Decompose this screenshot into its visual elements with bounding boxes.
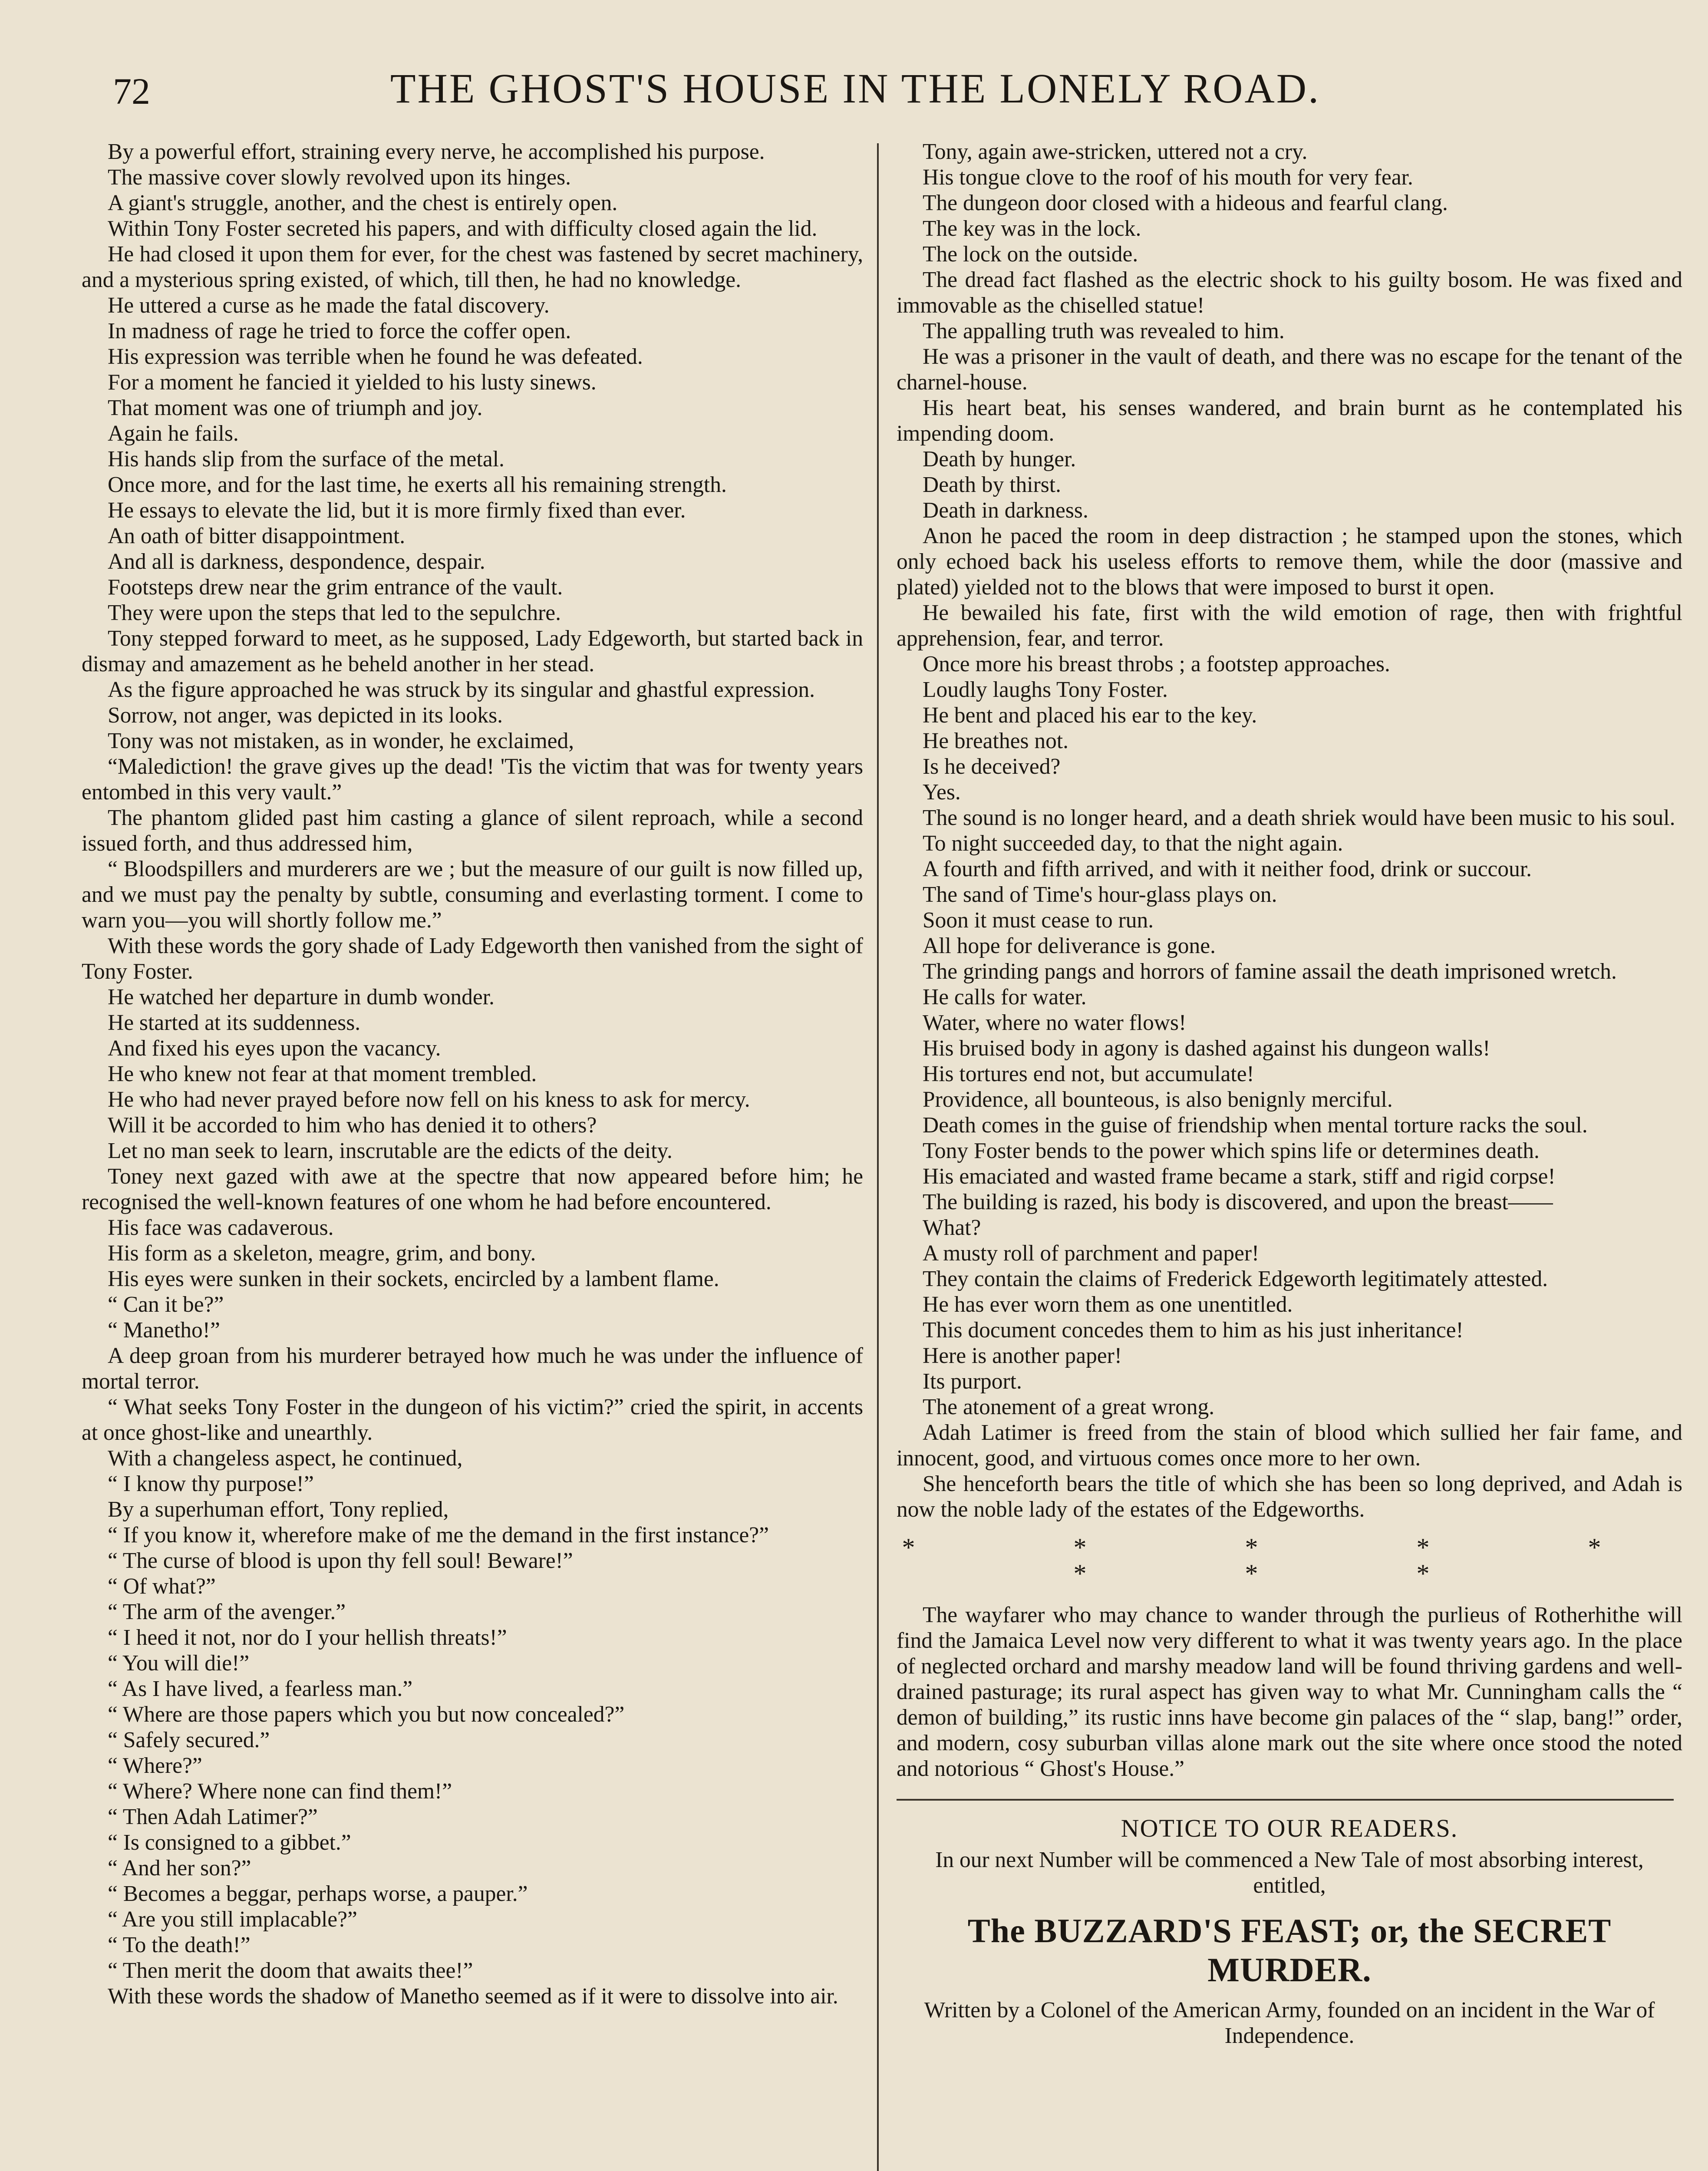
story-paragraph: “ Safely secured.” (108, 1728, 270, 1752)
epilogue-paragraph: The wayfarer who may chance to wander through the purlieus of Rotherhithe will find the Jamaica Level now very different to what it was twenty years ago. In the place of neglected orchard and marshy meadow land will be found thriving gardens and well-drained pasturage; its rural aspect has given way to what Mr. Cunningham calls the “ demon of building,” its rustic inns have become gin palaces of the “ slap, bang!” order, and modern, cosy suburban villas alone mark out the site where once stood the noted and notorious “ Ghost's House.” (897, 1603, 1682, 1781)
story-paragraph: “ To the death!” (108, 1933, 251, 1957)
story-paragraph: An oath of bitter disappointment. (108, 524, 406, 548)
story-paragraph: Death by hunger. (923, 447, 1076, 472)
story-paragraph: The grinding pangs and horrors of famine assail the death imprisoned wretch. (923, 959, 1617, 984)
story-paragraph: The dungeon door closed with a hideous and fearful clang. (923, 191, 1448, 215)
story-paragraph: The phantom glided past him casting a glance of silent reproach, while a second issued forth, and thus addressed him, (82, 805, 863, 856)
next-tale-title: The BUZZARD'S FEAST; or, the SECRET MURDER. (967, 1912, 1612, 1989)
story-paragraph: Here is another paper! (923, 1343, 1122, 1368)
story-paragraph: He watched her departure in dumb wonder. (108, 985, 495, 1010)
story-paragraph: “ I heed it not, nor do I your hellish threats!” (108, 1625, 507, 1650)
story-paragraph: And all is darkness, despondence, despair. (108, 549, 485, 574)
story-paragraph: Sorrow, not anger, was depicted in its looks. (108, 703, 503, 728)
next-tale-byline: Written by a Colonel of the American Army, founded on an incident in the War of Independence. (924, 1998, 1655, 2048)
story-paragraph: “ The arm of the avenger.” (108, 1600, 346, 1624)
story-paragraph: He uttered a curse as he made the fatal discovery. (108, 293, 550, 318)
story-paragraph: “ As I have lived, a fearless man.” (108, 1676, 413, 1701)
story-paragraph: “ Where?” (108, 1753, 202, 1778)
page-number: 72 (113, 70, 150, 112)
story-paragraph: His emaciated and wasted frame became a stark, stiff and rigid corpse! (923, 1164, 1556, 1189)
story-paragraph: Once more, and for the last time, he exerts all his remaining strength. (108, 472, 727, 497)
story-paragraph: By a superhuman effort, Tony replied, (108, 1497, 449, 1522)
story-paragraph: “ Then merit the doom that awaits thee!” (108, 1958, 473, 1983)
story-paragraph: They contain the claims of Frederick Edgeworth legitimately attested. (923, 1267, 1548, 1291)
story-paragraph: A giant's struggle, another, and the chest is entirely open. (108, 191, 618, 215)
story-paragraph: The sand of Time's hour-glass plays on. (923, 882, 1277, 907)
story-paragraph: Is he deceived? (923, 754, 1061, 779)
story-paragraph: Anon he paced the room in deep distraction ; he stamped upon the stones, which only echoed back his useless efforts to remove them, while the door (massive and plated) yielded not to the blows that were imposed to burst it open. (897, 524, 1682, 600)
story-paragraph: The atonement of a great wrong. (923, 1395, 1215, 1419)
story-paragraph: “ Becomes a beggar, perhaps worse, a pauper.” (108, 1881, 528, 1906)
story-paragraph: What? (923, 1215, 981, 1240)
story-paragraph: As the figure approached he was struck by its singular and ghastful expression. (108, 677, 815, 702)
story-paragraph: He bewailed his fate, first with the wild emotion of rage, then with frightful apprehension, fear, and terror. (897, 600, 1682, 651)
left-column (82, 139, 863, 2171)
story-paragraph: Death by thirst. (923, 472, 1061, 497)
story-paragraph: Its purport. (923, 1369, 1022, 1394)
story-paragraph: He calls for water. (923, 985, 1087, 1010)
story-paragraph: “ Is consigned to a gibbet.” (108, 1830, 351, 1855)
story-paragraph: Death comes in the guise of friendship when mental torture racks the soul. (923, 1113, 1588, 1138)
story-paragraph: Will it be accorded to him who has denied it to others? (108, 1113, 597, 1138)
story-paragraph: Tony, again awe-stricken, uttered not a cry. (923, 139, 1308, 164)
right-column-paragraphs (897, 139, 1682, 1522)
story-paragraph: For a moment he fancied it yielded to his lusty sinews. (108, 370, 597, 395)
story-paragraph: Toney next gazed with awe at the spectre that now appeared before him; he recognised the well-known features of one whom he had before encountered. (82, 1164, 863, 1214)
story-paragraph: Within Tony Foster secreted his papers, and with difficulty closed again the lid. (108, 216, 818, 241)
story-paragraph: His heart beat, his senses wandered, and brain burnt as he contemplated his impending doom. (897, 396, 1682, 446)
story-paragraph: He bent and placed his ear to the key. (923, 703, 1257, 728)
story-paragraph: “ Then Adah Latimer?” (108, 1805, 318, 1829)
story-paragraph: That moment was one of triumph and joy. (108, 396, 483, 420)
story-paragraph: Again he fails. (108, 421, 239, 446)
story-paragraph: She henceforth bears the title of which she has been so long deprived, and Adah is now the noble lady of the estates of the Edgeworths. (897, 1472, 1682, 1522)
page-header (82, 61, 1628, 122)
column-divider (877, 143, 879, 2171)
story-paragraph: Yes. (923, 780, 961, 805)
story-paragraph: In madness of rage he tried to force the coffer open. (108, 319, 571, 343)
story-paragraph: His hands slip from the surface of the metal. (108, 447, 504, 472)
story-paragraph: “ If you know it, wherefore make of me the demand in the first instance?” (108, 1523, 769, 1547)
story-paragraph: All hope for deliverance is gone. (923, 934, 1216, 958)
story-paragraph: A musty roll of parchment and paper! (923, 1241, 1260, 1266)
story-paragraph: Loudly laughs Tony Foster. (923, 677, 1168, 702)
story-paragraph: His form as a skeleton, meagre, grim, and bony. (108, 1241, 536, 1266)
story-paragraph: “ Bloodspillers and murderers are we ; but the measure of our guilt is now filled up, and we must pay the penalty by subtle, consuming and everlasting torment. I come to warn you—you will shortly follow me.” (82, 857, 863, 933)
story-paragraph: He essays to elevate the lid, but it is more firmly fixed than ever. (108, 498, 686, 523)
story-paragraph: By a powerful effort, straining every nerve, he accomplished his purpose. (108, 139, 765, 164)
story-paragraph: “ I know thy purpose!” (108, 1472, 314, 1496)
story-paragraph: A fourth and fifth arrived, and with it neither food, drink or succour. (923, 857, 1532, 881)
story-paragraph: Once more his breast throbs ; a footstep approaches. (923, 652, 1390, 676)
story-paragraph: The sound is no longer heard, and a death shriek would have been music to his soul. (923, 805, 1675, 830)
story-paragraph: “ The curse of blood is upon thy fell soul! Beware!” (108, 1548, 573, 1573)
story-paragraph: A deep groan from his murderer betrayed how much he was under the influence of mortal terror. (82, 1343, 863, 1394)
story-paragraph: He breathes not. (923, 729, 1069, 753)
notice-body: In our next Number will be commenced a New Tale of most absorbing interest, entitled, (935, 1848, 1644, 1898)
story-paragraph: Soon it must cease to run. (923, 908, 1154, 933)
story-paragraph: They were upon the steps that led to the sepulchre. (108, 600, 561, 625)
story-paragraph: To night succeeded day, to that the night again. (923, 831, 1343, 856)
story-paragraph: With these words the gory shade of Lady Edgeworth then vanished from the sight of Tony Foster. (82, 934, 863, 984)
story-paragraph: “ Are you still implacable?” (108, 1907, 357, 1932)
story-paragraph: The appalling truth was revealed to him. (923, 319, 1285, 343)
story-paragraph: Footsteps drew near the grim entrance of the vault. (108, 575, 563, 600)
story-paragraph: He has ever worn them as one unentitled. (923, 1292, 1293, 1317)
story-paragraph: “ Of what?” (108, 1574, 216, 1599)
story-paragraph: Providence, all bounteous, is also benignly merciful. (923, 1087, 1393, 1112)
story-paragraph: The key was in the lock. (923, 216, 1141, 241)
story-paragraph: The building is razed, his body is discovered, and upon the breast—— (923, 1190, 1553, 1214)
story-paragraph: “Malediction! the grave gives up the dead! 'Tis the victim that was for twenty years entombed in this very vault.” (82, 754, 863, 805)
notice-divider (897, 1799, 1674, 1801)
story-paragraph: His tortures end not, but accumulate! (923, 1062, 1254, 1086)
story-paragraph: Water, where no water flows! (923, 1010, 1187, 1035)
running-title: THE GHOST'S HOUSE IN THE LONELY ROAD. (390, 65, 1321, 112)
story-paragraph: His eyes were sunken in their sockets, encircled by a lambent flame. (108, 1267, 719, 1291)
story-paragraph: Tony was not mistaken, as in wonder, he exclaimed, (108, 729, 574, 753)
story-paragraph: With a changeless aspect, he continued, (108, 1446, 463, 1471)
story-paragraph: His expression was terrible when he found he was defeated. (108, 344, 643, 369)
story-paragraph: “ Where are those papers which you but now concealed?” (108, 1702, 625, 1727)
story-paragraph: Tony Foster bends to the power which spins life or determines death. (923, 1138, 1540, 1163)
story-paragraph: With these words the shadow of Manetho seemed as if it were to dissolve into air. (108, 1984, 838, 2009)
story-paragraph: He started at its suddenness. (108, 1010, 361, 1035)
story-paragraph: Let no man seek to learn, inscrutable are the edicts of the deity. (108, 1138, 673, 1163)
story-paragraph: He was a prisoner in the vault of death, and there was no escape for the tenant of the charnel-house. (897, 344, 1682, 395)
story-paragraph: “ You will die!” (108, 1651, 250, 1676)
story-paragraph: “ Where? Where none can find them!” (108, 1779, 452, 1804)
story-paragraph: Death in darkness. (923, 498, 1088, 523)
story-paragraph: Tony stepped forward to meet, as he supposed, Lady Edgeworth, but started back in dismay and amazement as he beheld another in her stead. (82, 626, 863, 676)
story-paragraph: His face was cadaverous. (108, 1215, 334, 1240)
story-paragraph: Adah Latimer is freed from the stain of blood which sullied her fair fame, and innocent, good, and virtuous comes once more to her own. (897, 1420, 1682, 1471)
story-paragraph: “ What seeks Tony Foster in the dungeon of his victim?” cried the spirit, in accents at once ghost-like and unearthly. (82, 1395, 863, 1445)
story-paragraph: This document concedes them to him as his just inheritance! (923, 1318, 1464, 1343)
story-paragraph: His bruised body in agony is dashed against his dungeon walls! (923, 1036, 1490, 1061)
story-paragraph: The lock on the outside. (923, 242, 1138, 267)
story-paragraph: And fixed his eyes upon the vacancy. (108, 1036, 441, 1061)
story-paragraph: The dread fact flashed as the electric shock to his guilty bosom. He was fixed and immovable as the chiselled statue! (897, 267, 1682, 318)
story-paragraph: He who had never prayed before now fell on his kness to ask for mercy. (108, 1087, 750, 1112)
story-paragraph: “ Manetho!” (108, 1318, 220, 1343)
section-separator-stars: * * * * * * * * (902, 1533, 1677, 1588)
story-paragraph: He who knew not fear at that moment trembled. (108, 1062, 537, 1086)
story-paragraph: “ And her son?” (108, 1856, 251, 1881)
story-paragraph: “ Can it be?” (108, 1292, 224, 1317)
story-paragraph: The massive cover slowly revolved upon its hinges. (108, 165, 571, 190)
story-paragraph: He had closed it upon them for ever, for the chest was fastened by secret machinery, and a mysterious spring existed, of which, till then, he had no knowledge. (82, 242, 863, 292)
story-paragraph: His tongue clove to the roof of his mouth for very fear. (923, 165, 1413, 190)
right-column (897, 139, 1682, 2171)
notice-heading: NOTICE TO OUR READERS. (1121, 1814, 1458, 1842)
